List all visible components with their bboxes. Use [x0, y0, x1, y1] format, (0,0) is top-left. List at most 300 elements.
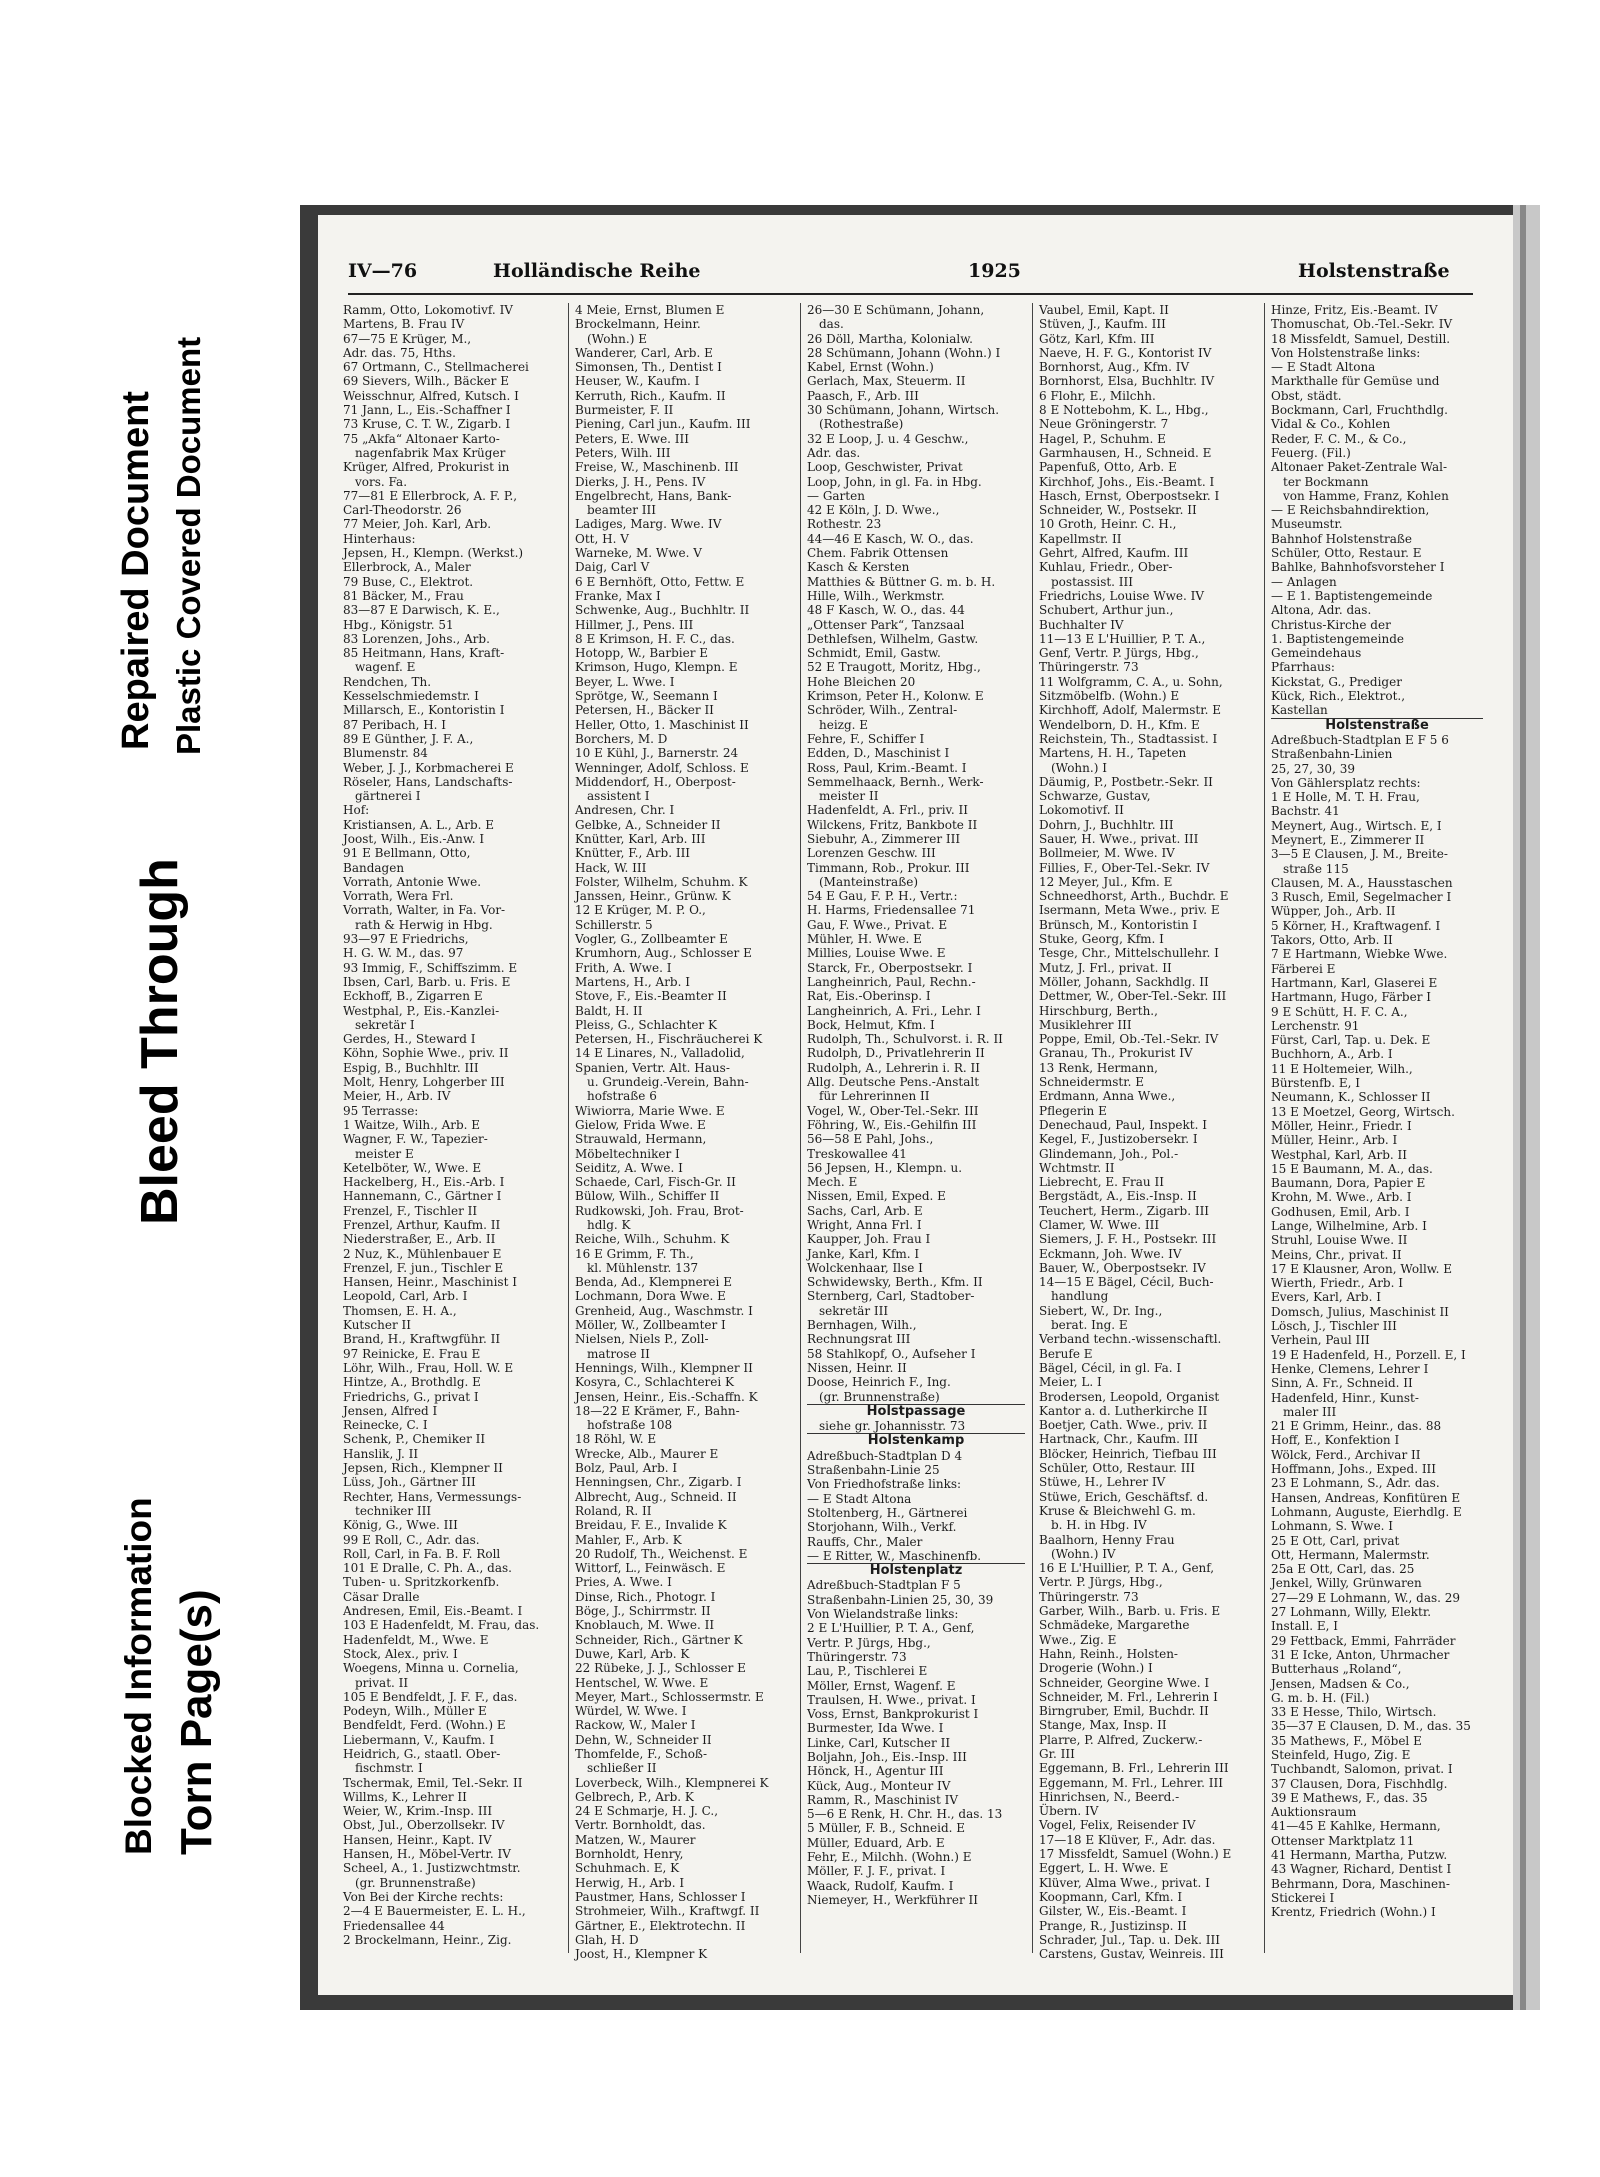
directory-entry: Obst, städt. [1271, 388, 1342, 403]
directory-entry: Lorenzen Geschw. III [807, 846, 936, 861]
column-2 [575, 303, 793, 1962]
directory-entry: 35—37 E Clausen, D. M., das. 35 [1271, 1719, 1471, 1734]
directory-entry: 16 E L'Huillier, P. T. A., Genf, [1039, 1561, 1215, 1576]
directory-entry: Buchhalter IV [1039, 617, 1124, 632]
directory-entry: Langheinrich, A. Fri., Lehr. I [807, 1003, 981, 1018]
directory-entry: — Garten [807, 488, 865, 503]
directory-entry: Neue Gröningerstr. 7 [1039, 417, 1169, 432]
directory-entry: Hasch, Ernst, Oberpostsekr. I [1039, 488, 1220, 503]
directory-entry: Garber, Wilh., Barb. u. Fris. E [1039, 1604, 1221, 1619]
directory-entry: Weier, W., Krim.-Insp. III [343, 1804, 493, 1819]
directory-entry: Thomfelde, F., Schoß- [575, 1746, 707, 1761]
directory-entry: Adreßbuch-Stadtplan D 4 [807, 1448, 963, 1463]
directory-entry: Semmelhaack, Bernh., Werk- [807, 774, 984, 789]
directory-entry: 58 Stahlkopf, O., Aufseher I [807, 1346, 976, 1361]
directory-entry: Treskowallee 41 [807, 1146, 907, 1161]
directory-entry: Waack, Rudolf, Kaufm. I [807, 1878, 954, 1893]
directory-entry: 81 Bäcker, M., Frau [343, 588, 464, 603]
directory-entry: Loop, Geschwister, Privat [807, 460, 963, 475]
directory-entry: Dohrn, J., Buchhltr. III [1039, 817, 1174, 832]
directory-entry: maler III [1283, 1404, 1337, 1419]
directory-entry: Kasch & Kersten [807, 560, 910, 575]
directory-entry: Andresen, Emil, Eis.-Beamt. I [343, 1604, 523, 1619]
directory-entry: Möller, Ernst, Wagenf. E [807, 1678, 956, 1693]
directory-entry: 5 Körner, H., Kraftwagenf. I [1271, 918, 1441, 933]
directory-entry: Krumhorn, Aug., Schlosser E [575, 946, 752, 961]
directory-entry: Vaubel, Emil, Kapt. II [1039, 303, 1169, 317]
directory-entry: Schröder, Wilh., Zentral- [807, 703, 958, 718]
directory-entry: Hentschel, W. Wwe. E [575, 1675, 709, 1690]
directory-entry: Gerlach, Max, Steuerm. II [807, 374, 966, 389]
directory-entry: Wolckenhaar, Ilse I [807, 1260, 923, 1275]
directory-entry: 93—97 E Friedrichs, [343, 932, 469, 947]
directory-entry: Bornholdt, Henry, [575, 1847, 684, 1862]
page-header [348, 260, 1478, 292]
directory-entry: Erdmann, Anna Wwe., [1039, 1089, 1176, 1104]
directory-entry: Hartmann, Karl, Glaserei E [1271, 975, 1438, 990]
directory-entry: straße 115 [1283, 861, 1349, 876]
directory-entry: Middendorf, H., Oberpost- [575, 774, 736, 789]
directory-entry: 25 E Ott, Carl, privat [1271, 1533, 1400, 1548]
directory-entry: Kück, Rich., Elektrot., [1271, 689, 1406, 704]
directory-entry: Jensen, Heinr., Eis.-Schaffn. K [575, 1389, 758, 1404]
street-heading: Holstenkamp [807, 1433, 1025, 1448]
directory-entry: Hanslik, J. II [343, 1446, 419, 1461]
directory-entry: 13 Renk, Hermann, [1039, 1060, 1158, 1075]
directory-entry: Obst, Jul., Oberzollsekr. IV [343, 1818, 505, 1833]
directory-entry: Tschermak, Emil, Tel.-Sekr. II [343, 1775, 523, 1790]
directory-entry: 20 Rudolf, Th., Weichenst. E [575, 1546, 748, 1561]
directory-entry: Straßenbahn-Linie 25 [807, 1463, 940, 1478]
directory-entry: Möbeltechniker I [575, 1146, 680, 1161]
directory-entry: — E 1. Baptistengemeinde [1271, 588, 1433, 603]
column-3 [807, 303, 1025, 1953]
directory-entry: Buchhorn, A., Arb. I [1271, 1047, 1393, 1062]
directory-entry: Fehre, F., Schiffer I [807, 731, 925, 746]
directory-entry: Stüwe, H., Lehrer IV [1039, 1475, 1166, 1490]
directory-entry: Henningsen, Chr., Zigarb. I [575, 1475, 742, 1490]
directory-entry: Janke, Karl, Kfm. I [807, 1246, 920, 1261]
directory-entry: 24 E Schmarje, H. J. C., [575, 1804, 719, 1819]
directory-entry: Schenk, P., Chemiker II [343, 1432, 486, 1447]
directory-entry: Wüpper, Joh., Arb. II [1271, 904, 1396, 919]
directory-entry: Schaede, Carl, Fisch-Gr. II [575, 1175, 736, 1190]
directory-entry: Hille, Wilh., Werkmstr. [807, 588, 945, 603]
directory-entry: G. m. b. H. (Fil.) [1271, 1690, 1370, 1705]
directory-entry: „Ottenser Park“, Tanzsaal [807, 617, 965, 632]
directory-entry: Simonsen, Th., Dentist I [575, 360, 722, 375]
directory-entry: Rendchen, Th. [343, 674, 432, 689]
directory-entry: b. H. in Hbg. IV [1051, 1518, 1147, 1533]
directory-entry: Engelbrecht, Hans, Bank- [575, 488, 732, 503]
directory-entry: Baalhorn, Henny Frau [1039, 1532, 1175, 1547]
directory-entry: Meier, H., Arb. IV [343, 1089, 451, 1104]
directory-entry: Grenheid, Aug., Waschmstr. I [575, 1303, 753, 1318]
directory-columns [343, 303, 1483, 1962]
directory-entry: Martens, H. H., Tapeten [1039, 746, 1187, 761]
directory-entry: Von Gählersplatz rechts: [1271, 775, 1421, 790]
directory-entry: Kristiansen, A. L., Arb. E [343, 817, 495, 832]
directory-entry: Hohe Bleichen 20 [807, 674, 916, 689]
directory-entry: Frenzel, F. jun., Tischler E [343, 1260, 504, 1275]
directory-entry: Eggemann, B. Frl., Lehrerin III [1039, 1761, 1229, 1776]
directory-entry: Breidau, F. E., Invalide K [575, 1518, 727, 1533]
directory-entry: 83 Lorenzen, Johs., Arb. [343, 631, 490, 646]
directory-entry: Kegel, F., Justizobersekr. I [1039, 1132, 1198, 1147]
column-divider [800, 303, 801, 1953]
directory-entry: 2 Brockelmann, Heinr., Zig. [343, 1932, 512, 1947]
directory-entry: Schwidewsky, Berth., Kfm. II [807, 1275, 983, 1290]
directory-entry: Hoffmann, Johs., Exped. III [1271, 1462, 1437, 1477]
directory-entry: Markthalle für Gemüse und [1271, 374, 1440, 389]
directory-entry: Schrader, Jul., Tap. u. Dek. III [1039, 1932, 1220, 1947]
directory-entry: Eggert, L. H. Wwe. E [1039, 1861, 1169, 1876]
directory-entry: Bolz, Paul, Arb. I [575, 1461, 678, 1476]
directory-entry: 37 Clausen, Dora, Fischhdlg. [1271, 1776, 1448, 1791]
directory-entry: 26 Döll, Martha, Kolonialw. [807, 331, 973, 346]
directory-entry: Meynert, E., Zimmerer II [1271, 832, 1425, 847]
directory-entry: 8 E Nottebohm, K. L., Hbg., [1039, 403, 1209, 418]
directory-entry: (Manteinstraße) [819, 874, 919, 889]
directory-entry: hdlg. K [587, 1218, 631, 1232]
directory-entry: 8 E Krimson, H. F. C., das. [575, 631, 735, 646]
directory-entry: Fehr, E., Milchh. (Wohn.) E [807, 1850, 972, 1865]
directory-entry: Knütter, Karl, Arb. III [575, 831, 706, 846]
directory-entry: meister II [819, 789, 879, 804]
directory-entry: 2 E L'Huillier, P. T. A., Genf, [807, 1621, 975, 1636]
directory-entry: Ott, Hermann, Malermstr. [1271, 1547, 1430, 1562]
directory-entry: Löhr, Wilh., Frau, Holl. W. E [343, 1360, 514, 1375]
directory-entry: 44—46 E Kasch, W. O., das. [807, 531, 974, 546]
directory-entry: Übern. IV [1039, 1804, 1099, 1819]
directory-entry: Wilckens, Fritz, Bankbote II [807, 817, 978, 832]
directory-entry: Fillies, F., Ober-Tel.-Sekr. IV [1039, 860, 1210, 875]
directory-entry: Museumstr. [1271, 517, 1343, 532]
directory-entry: Schubert, Arthur jun., [1039, 603, 1174, 618]
directory-entry: 69 Sievers, Wilh., Bäcker E [343, 374, 509, 389]
directory-entry: das. [819, 317, 844, 332]
directory-entry: Kaupper, Joh. Frau I [807, 1232, 931, 1247]
directory-entry: 10 Groth, Heinr. C. H., [1039, 517, 1177, 532]
directory-entry: Brand, H., Kraftwgführ. II [343, 1332, 501, 1347]
directory-entry: 67—75 E Krüger, M., [343, 331, 472, 346]
directory-entry: Nielsen, Niels P., Zoll- [575, 1332, 709, 1347]
directory-entry: Neumann, K., Schlosser II [1271, 1090, 1431, 1105]
directory-entry: Reichstein, Th., Stadtassist. I [1039, 731, 1218, 746]
directory-entry: Thomuschat, Ob.-Tel.-Sekr. IV [1271, 317, 1453, 332]
directory-entry: Hack, W. III [575, 860, 647, 875]
directory-entry: Bahlke, Bahnhofsvorsteher I [1271, 560, 1445, 575]
directory-entry: Hadenfeldt, A. Frl., priv. II [807, 803, 969, 818]
directory-entry: Stock, Alex., priv. I [343, 1646, 458, 1661]
directory-entry: Hadenfeldt, M., Wwe. E [343, 1632, 489, 1647]
directory-entry: 12 E Krüger, M. P. O., [575, 903, 706, 918]
directory-entry: Vertr. P. Jürgs, Hbg., [1039, 1575, 1163, 1590]
directory-entry: 17 Missfeldt, Samuel (Wohn.) E [1039, 1847, 1232, 1862]
directory-entry: Allg. Deutsche Pens.-Anstalt [807, 1075, 980, 1090]
column-1 [343, 303, 561, 1953]
directory-entry: Lerchenstr. 91 [1271, 1018, 1360, 1033]
directory-entry: Hönck, H., Agentur III [807, 1764, 944, 1779]
directory-entry: Dethlefsen, Wilhelm, Gastw. [807, 631, 979, 646]
directory-entry: 105 E Bendfeldt, J. F. F., das. [343, 1689, 518, 1704]
directory-entry: Millies, Louise Wwe. E [807, 946, 946, 961]
directory-entry: Gärtner, E., Elektrotechn. II [575, 1918, 746, 1933]
directory-entry: Tesge, Chr., Mittelschullehr. I [1039, 946, 1219, 961]
directory-entry: Leopold, Carl, Arb. I [343, 1289, 468, 1304]
directory-entry: Mühler, H. Wwe. E [807, 932, 922, 947]
directory-entry: Stüwe, Erich, Geschäftsf. d. [1039, 1489, 1209, 1504]
directory-entry: Reiche, Wilh., Schuhm. K [575, 1232, 730, 1247]
directory-entry: Chem. Fabrik Ottensen [807, 546, 949, 561]
directory-entry: Schmidt, Emil, Gastw. [807, 646, 941, 661]
directory-entry: Langheinrich, Paul, Rechn.- [807, 974, 976, 989]
directory-entry: Takors, Otto, Arb. II [1271, 933, 1393, 948]
directory-entry: Thüringerstr. 73 [807, 1649, 907, 1664]
directory-entry: Folster, Wilhelm, Schuhm. K [575, 874, 748, 889]
label-bleed-through: Bleed Through [131, 858, 189, 1225]
directory-entry: 77—81 E Ellerbrock, A. F. P., [343, 488, 518, 503]
directory-entry: Schneider, Georgine Wwe. I [1039, 1675, 1210, 1690]
directory-entry: Rauffs, Chr., Maler [807, 1534, 923, 1549]
directory-entry: 77 Meier, Joh. Karl, Arb. [343, 517, 492, 532]
directory-entry: Burmester, Ida Wwe. I [807, 1721, 944, 1736]
directory-entry: Wittorf, L., Feinwäsch. E [575, 1561, 726, 1576]
directory-entry: berat. Ing. E [1051, 1318, 1128, 1333]
directory-entry: Krüger, Alfred, Prokurist in [343, 460, 510, 475]
directory-entry: (Wohn.) IV [1051, 1546, 1116, 1561]
directory-entry: Peters, E. Wwe. III [575, 431, 690, 446]
directory-entry: Müller, Heinr., Arb. I [1271, 1133, 1398, 1148]
directory-entry: 26—30 E Schümann, Johann, [807, 303, 985, 317]
directory-entry: Bornhorst, Elsa, Buchhltr. IV [1039, 374, 1215, 389]
directory-entry: Matzen, W., Maurer [575, 1832, 696, 1847]
directory-entry: hofstraße 108 [587, 1418, 673, 1433]
directory-entry: Tuben- u. Spritzkorkenfb. [343, 1575, 500, 1590]
directory-entry: Schmädeke, Margarethe [1039, 1618, 1190, 1633]
directory-entry: Strohmeier, Wilh., Kraftwgf. II [575, 1904, 760, 1919]
header-rule [348, 293, 1473, 295]
column-4 [1039, 303, 1257, 1962]
directory-entry: Teuchert, Herm., Zigarb. III [1039, 1203, 1210, 1218]
directory-entry: Fürst, Carl, Tap. u. Dek. E [1271, 1033, 1431, 1048]
directory-entry: 11—13 E L'Huillier, P. T. A., [1039, 631, 1206, 646]
directory-entry: Plarre, P. Alfred, Zuckerw.- [1039, 1732, 1203, 1747]
directory-entry: Henke, Clemens, Lehrer I [1271, 1361, 1429, 1376]
directory-entry: postassist. III [1051, 574, 1134, 589]
directory-entry: Hillmer, J., Pens. III [575, 617, 694, 632]
directory-entry: Liebrecht, E. Frau II [1039, 1175, 1164, 1190]
directory-entry: rath & Herwig in Hbg. [355, 917, 493, 932]
directory-entry: Dierks, J. H., Pens. IV [575, 474, 706, 489]
directory-entry: Boetjer, Cath. Wwe., priv. II [1039, 1418, 1208, 1433]
directory-entry: privat. II [355, 1675, 409, 1690]
directory-entry: Bülow, Wilh., Schiffer II [575, 1189, 720, 1204]
directory-entry: Papenfuß, Otto, Arb. E [1039, 460, 1177, 475]
directory-entry: heizg. E [819, 717, 869, 732]
directory-entry: Warneke, M. Wwe. V [575, 546, 702, 561]
directory-entry: 10 E Kühl, J., Barnerstr. 24 [575, 746, 739, 761]
directory-entry: Stange, Max, Insp. II [1039, 1718, 1167, 1733]
directory-entry: 18 Röhl, W. E [575, 1432, 657, 1447]
directory-entry: Bendfeldt, Ferd. (Wohn.) E [343, 1718, 506, 1733]
directory-entry: (Rothestraße) [819, 417, 904, 432]
directory-entry: Daig, Carl V [575, 560, 650, 575]
directory-entry: — E Stadt Altona [1271, 360, 1376, 375]
directory-entry: Kickstat, G., Prediger [1271, 674, 1402, 689]
directory-entry: Kerruth, Rich., Kaufm. II [575, 388, 726, 403]
directory-entry: Vorrath, Walter, in Fa. Vor- [343, 903, 506, 918]
directory-entry: Böge, J., Schirrmstr. II [575, 1604, 711, 1619]
directory-entry: 85 Heitmann, Hans, Kraft- [343, 646, 505, 661]
directory-entry: Hansen, Heinr., Maschinist I [343, 1275, 517, 1290]
directory-entry: Hagel, P., Schuhm. E [1039, 431, 1166, 446]
directory-entry: Hof: [343, 803, 370, 818]
directory-entry: 56—58 E Pahl, Johs., [807, 1132, 934, 1147]
directory-entry: Hbg., Königstr. 51 [343, 617, 454, 632]
street-title: Holstenstraße [1298, 260, 1450, 282]
directory-entry: Wiwiorra, Marie Wwe. E [575, 1103, 725, 1118]
directory-entry: Heidrich, G., staatl. Ober- [343, 1746, 501, 1761]
directory-entry: Kirchhoff, Adolf, Malermstr. E [1039, 703, 1222, 718]
directory-entry: Prange, R., Justizinsp. II [1039, 1918, 1187, 1933]
directory-entry: Tuchbandt, Salomon, privat. I [1271, 1762, 1453, 1777]
directory-entry: meister E [355, 1146, 414, 1161]
column-5 [1271, 303, 1483, 1953]
directory-entry: Paustmer, Hans, Schlosser I [575, 1889, 746, 1904]
directory-entry: Ottenser Marktplatz 11 [1271, 1833, 1415, 1848]
directory-entry: Struhl, Louise Wwe. II [1271, 1233, 1408, 1248]
directory-entry: Schwenke, Aug., Buchhltr. II [575, 603, 750, 618]
directory-entry: Lau, P., Tischlerei E [807, 1664, 928, 1679]
directory-entry: Hannemann, C., Gärtner I [343, 1189, 502, 1204]
directory-entry: Kirchhof, Johs., Eis.-Beamt. I [1039, 474, 1215, 489]
directory-entry: Butterhaus „Roland“, [1271, 1662, 1402, 1677]
directory-entry: u. Grundeig.-Verein, Bahn- [587, 1075, 749, 1090]
directory-entry: 3 Rusch, Emil, Segelmacher I [1271, 890, 1452, 905]
directory-entry: Martens, B. Frau IV [343, 317, 465, 332]
directory-entry: 33 E Hesse, Thilo, Wirtsch. [1271, 1705, 1437, 1720]
directory-entry: 18 Missfeldt, Samuel, Destill. [1271, 331, 1451, 346]
directory-entry: Mech. E [807, 1175, 858, 1190]
directory-entry: Klüver, Alma Wwe., privat. I [1039, 1875, 1210, 1890]
directory-entry: Niemeyer, H., Werkführer II [807, 1892, 978, 1907]
directory-entry: Von Holstenstraße links: [1271, 345, 1421, 360]
directory-entry: Clamer, W. Wwe. III [1039, 1218, 1160, 1232]
directory-entry: Knoblauch, M. Wwe. II [575, 1618, 715, 1633]
directory-entry: Peters, Wilh. III [575, 445, 671, 460]
directory-entry: Genf, Vertr. P. Jürgs, Hbg., [1039, 646, 1199, 661]
directory-entry: Steinfeld, Hugo, Zig. E [1271, 1747, 1411, 1762]
directory-entry: (Wohn.) I [1051, 760, 1107, 775]
directory-entry: Ott, H. V [575, 531, 629, 546]
directory-entry: Gehrt, Alfred, Kaufm. III [1039, 546, 1189, 561]
directory-entry: Lohmann, Auguste, Eierhdlg. E [1271, 1504, 1462, 1519]
directory-entry: 29 Fettback, Emmi, Fahrräder [1271, 1633, 1456, 1648]
directory-entry: 5 Müller, F. B., Schneid. E [807, 1821, 966, 1836]
directory-entry: Köhn, Sophie Wwe., priv. II [343, 1046, 509, 1061]
directory-entry: Adr. das. [807, 445, 861, 460]
directory-entry: Kabel, Ernst (Wohn.) [807, 360, 934, 375]
directory-entry: Sitzmöbelfb. (Wohn.) E [1039, 689, 1180, 704]
directory-entry: Färberei E [1271, 961, 1336, 976]
directory-entry: Seiditz, A. Wwe. I [575, 1160, 683, 1175]
directory-entry: Doose, Heinrich F., Ing. [807, 1375, 951, 1390]
directory-entry: Rudkowski, Joh. Frau, Brot- [575, 1203, 744, 1218]
directory-entry: Eckhoff, B., Zigarren E [343, 989, 483, 1004]
directory-entry: Martens, H., Arb. I [575, 974, 690, 989]
label-blocked-information: Blocked Information [118, 1497, 159, 1855]
directory-entry: Andresen, Chr. I [575, 803, 675, 818]
directory-entry: Liebermann, V., Kaufm. I [343, 1732, 495, 1747]
directory-entry: Frenzel, F., Tischler II [343, 1203, 478, 1218]
directory-entry: Naeve, H. F. G., Kontorist IV [1039, 345, 1212, 360]
directory-entry: Bornhorst, Aug., Kfm. IV [1039, 360, 1190, 375]
directory-entry: techniker III [355, 1503, 432, 1518]
directory-entry: Kruse & Bleichwehl G. m. [1039, 1503, 1196, 1518]
directory-entry: Meynert, Aug., Wirtsch. E, I [1271, 818, 1442, 833]
directory-entry: Pfarrhaus: [1271, 660, 1335, 675]
directory-entry: 5—6 E Renk, H. Chr. H., das. 13 [807, 1807, 1003, 1822]
directory-entry: Gielow, Frida Wwe. E [575, 1117, 706, 1132]
directory-entry: nagenfabrik Max Krüger [355, 445, 506, 460]
directory-entry: Jensen, Madsen & Co., [1271, 1676, 1410, 1691]
directory-entry: 7 E Hartmann, Wiebke Wwe. [1271, 947, 1448, 962]
directory-entry: Straßenbahn-Linien [1271, 747, 1393, 762]
directory-entry: Krimson, Peter H., Kolonw. E [807, 689, 984, 704]
binding-shadow [1520, 205, 1526, 2010]
directory-entry: Verhein, Paul III [1271, 1333, 1370, 1348]
directory-entry: Niederstraßer, E., Arb. II [343, 1232, 496, 1247]
directory-entry: Janssen, Heinr., Grünw. K [575, 889, 731, 904]
directory-entry: (gr. Brunnenstraße) [819, 1389, 940, 1404]
directory-entry: Schillerstr. 5 [575, 917, 653, 932]
directory-entry: Föhring, W., Eis.-Gehilfin III [807, 1117, 977, 1132]
directory-entry: Mahler, F., Arb. K [575, 1532, 682, 1547]
directory-entry: assistent I [587, 789, 650, 804]
directory-entry: Schneider, Rich., Gärtner K [575, 1632, 743, 1647]
directory-entry: Friedensallee 44 [343, 1918, 445, 1933]
directory-entry: Rackow, W., Maler I [575, 1718, 696, 1733]
directory-entry: Behrmann, Dora, Maschinen- [1271, 1876, 1450, 1891]
directory-entry: Gau, F. Wwe., Privat. E [807, 917, 948, 932]
directory-entry: Schwarze, Gustav, [1039, 789, 1151, 804]
scanned-page [300, 205, 1540, 2010]
directory-entry: Vorrath, Wera Frl. [343, 889, 454, 904]
directory-entry: Lohmann, S. Wwe. I [1271, 1519, 1394, 1534]
directory-entry: — E Reichsbahndirektion, [1271, 503, 1430, 518]
directory-entry: Hirschburg, Berth., [1039, 1003, 1158, 1018]
directory-entry: Ramm, R., Maschinist IV [807, 1792, 958, 1807]
directory-entry: Möller, W., Zollbeamter I [575, 1318, 726, 1333]
directory-entry: 35 Mathews, F., Möbel E [1271, 1733, 1422, 1748]
directory-entry: H. G. W. M., das. 97 [343, 946, 464, 961]
directory-entry: Birngruber, Emil, Buchdr. II [1039, 1704, 1209, 1719]
directory-entry: 43 Wagner, Richard, Dentist I [1271, 1862, 1452, 1877]
directory-entry: Beyer, L. Wwe. I [575, 674, 675, 689]
directory-entry: Nissen, Heinr. II [807, 1360, 907, 1375]
directory-entry: Wrecke, Alb., Maurer E [575, 1446, 719, 1461]
label-repaired-document: Repaired Document [115, 391, 157, 750]
directory-entry: Bock, Helmut, Kfm. I [807, 1017, 935, 1032]
directory-entry: 12 Meyer, Jul., Kfm. E [1039, 874, 1173, 889]
side-labels [0, 0, 320, 2177]
directory-entry: Möller, Johann, Sackhdlg. II [1039, 974, 1209, 989]
directory-entry: 27 Lohmann, Willy, Elektr. [1271, 1605, 1432, 1620]
directory-entry: Dinse, Rich., Photogr. I [575, 1589, 716, 1604]
directory-entry: 31 E Icke, Anton, Uhrmacher [1271, 1647, 1450, 1662]
directory-entry: Krentz, Friedrich (Wohn.) I [1271, 1905, 1436, 1920]
